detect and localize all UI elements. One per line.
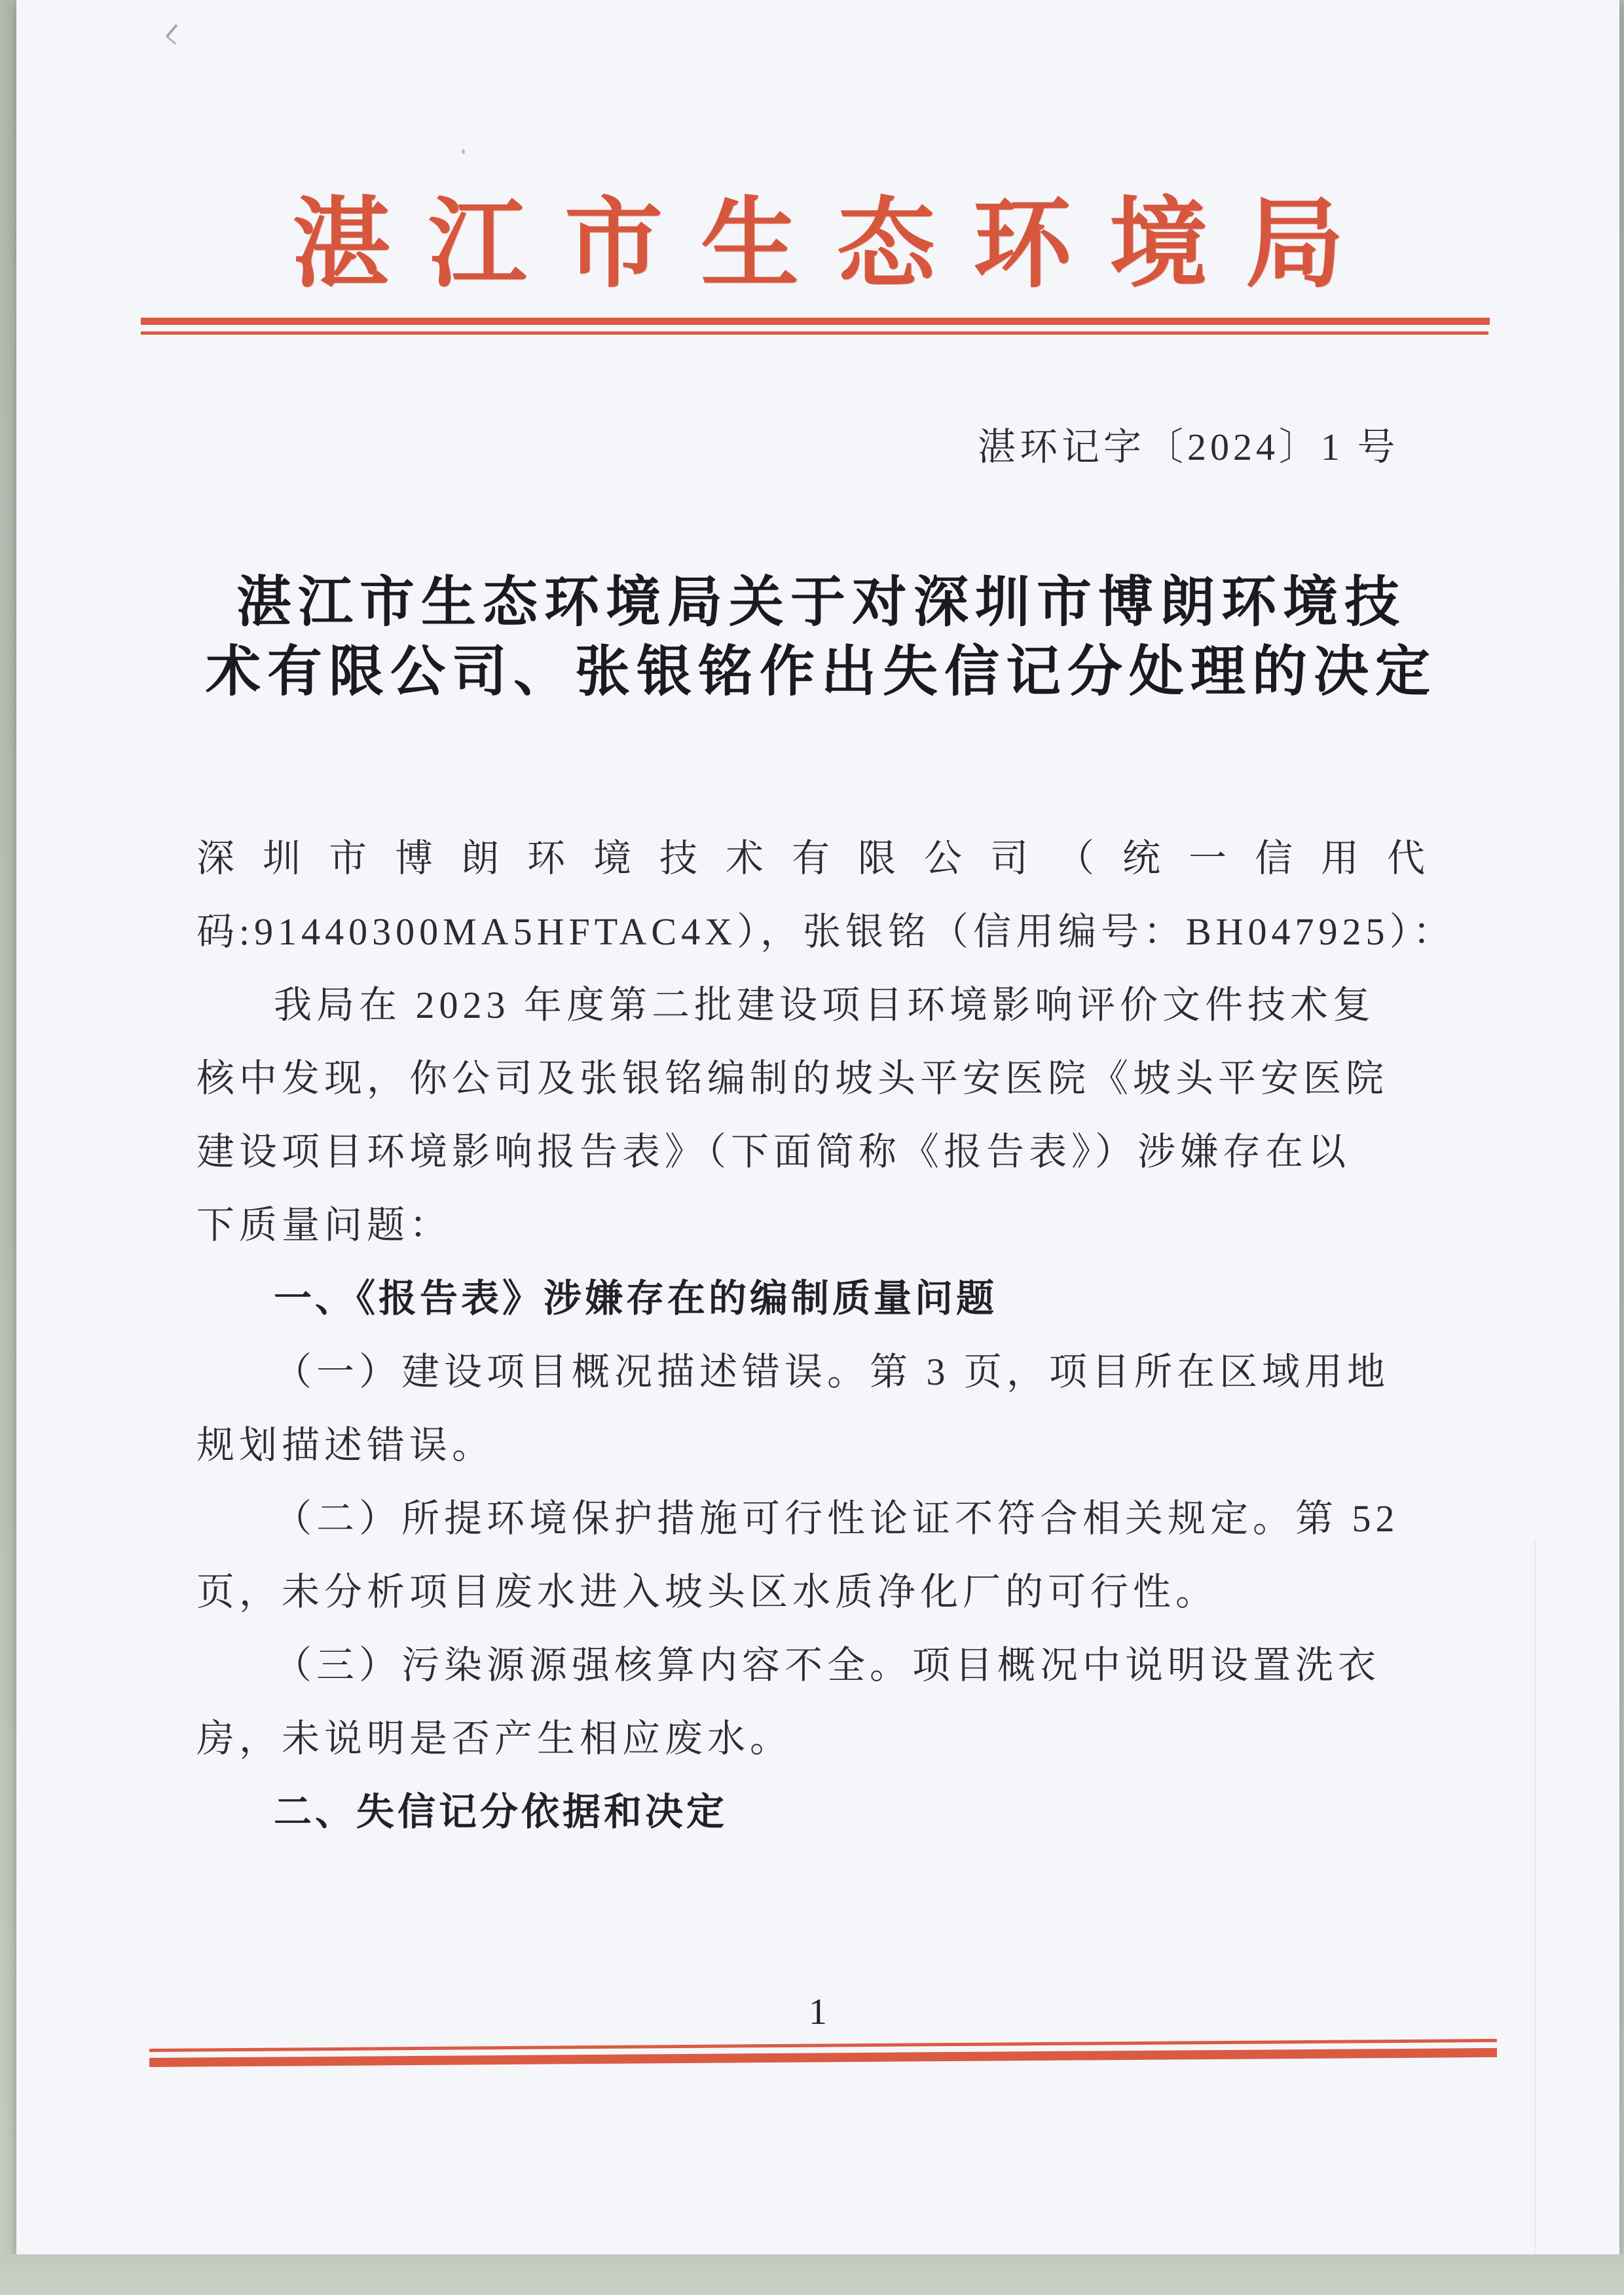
body-line: 我局在 2023 年度第二批建设项目环境影响评价文件技术复	[274, 984, 1376, 1026]
body-line: 下质量问题：	[196, 1204, 452, 1246]
scan-speck	[462, 149, 465, 154]
body-line: 规划描述错误。	[196, 1424, 495, 1466]
section-heading-one: 一、《报告表》涉嫌存在的编制质量问题	[274, 1277, 998, 1320]
document-title	[115, 569, 1521, 707]
document-page	[16, 0, 1619, 2254]
footer-separator-rules	[149, 2039, 1497, 2067]
scanner-background	[0, 2254, 1624, 2295]
document-number	[978, 424, 1502, 470]
body-line-item-2: （二）所提环境保护措施可行性论证不符合相关规定。第 52	[274, 1497, 1399, 1540]
letterhead-separator-thick	[141, 318, 1490, 325]
body-line: 建设项目环境影响报告表》（下面简称《报告表》）涉嫌存在以	[196, 1130, 1351, 1173]
footer-separator-thick	[149, 2048, 1497, 2067]
paper-fold-line	[1534, 1539, 1536, 2254]
body-line-addressee-2: 码:91440300MA5HFTAC4X），张银铭（信用编号：BH047925）：	[196, 910, 1456, 953]
section-heading-two: 二、失信记分依据和决定	[274, 1791, 728, 1833]
body-line-addressee-1: 深圳市博朗环境技术有限公司（统一信用代	[196, 837, 1454, 880]
document-title-line2: 术有限公司、张银铭作出失信记分处理的决定	[205, 642, 1437, 703]
body-line-item-3: （三）污染源源强核算内容不全。项目概况中说明设置洗衣	[274, 1644, 1381, 1687]
letterhead-separator-thin	[141, 331, 1488, 335]
document-body	[196, 822, 1456, 1849]
body-line-item-1: （一）建设项目概况描述错误。第 3 页，项目所在区域用地	[274, 1351, 1390, 1393]
body-line: 页，未分析项目废水进入坡头区水质净化厂的可行性。	[196, 1571, 1219, 1613]
agency-name-text: 湛江市生态环境局	[291, 191, 1382, 299]
agency-letterhead-title	[16, 191, 1619, 299]
document-title-line1: 湛江市生态环境局关于对深圳市博朗环境技	[236, 572, 1406, 633]
body-line: 核中发现，你公司及张银铭编制的坡头平安医院《坡头平安医院	[196, 1057, 1389, 1100]
body-line: 房，未说明是否产生相应废水。	[196, 1717, 793, 1760]
document-number-text: 湛环记字〔2024〕1 号	[978, 426, 1399, 468]
staple-mark	[165, 24, 185, 45]
page-number: 1	[809, 1992, 827, 2032]
